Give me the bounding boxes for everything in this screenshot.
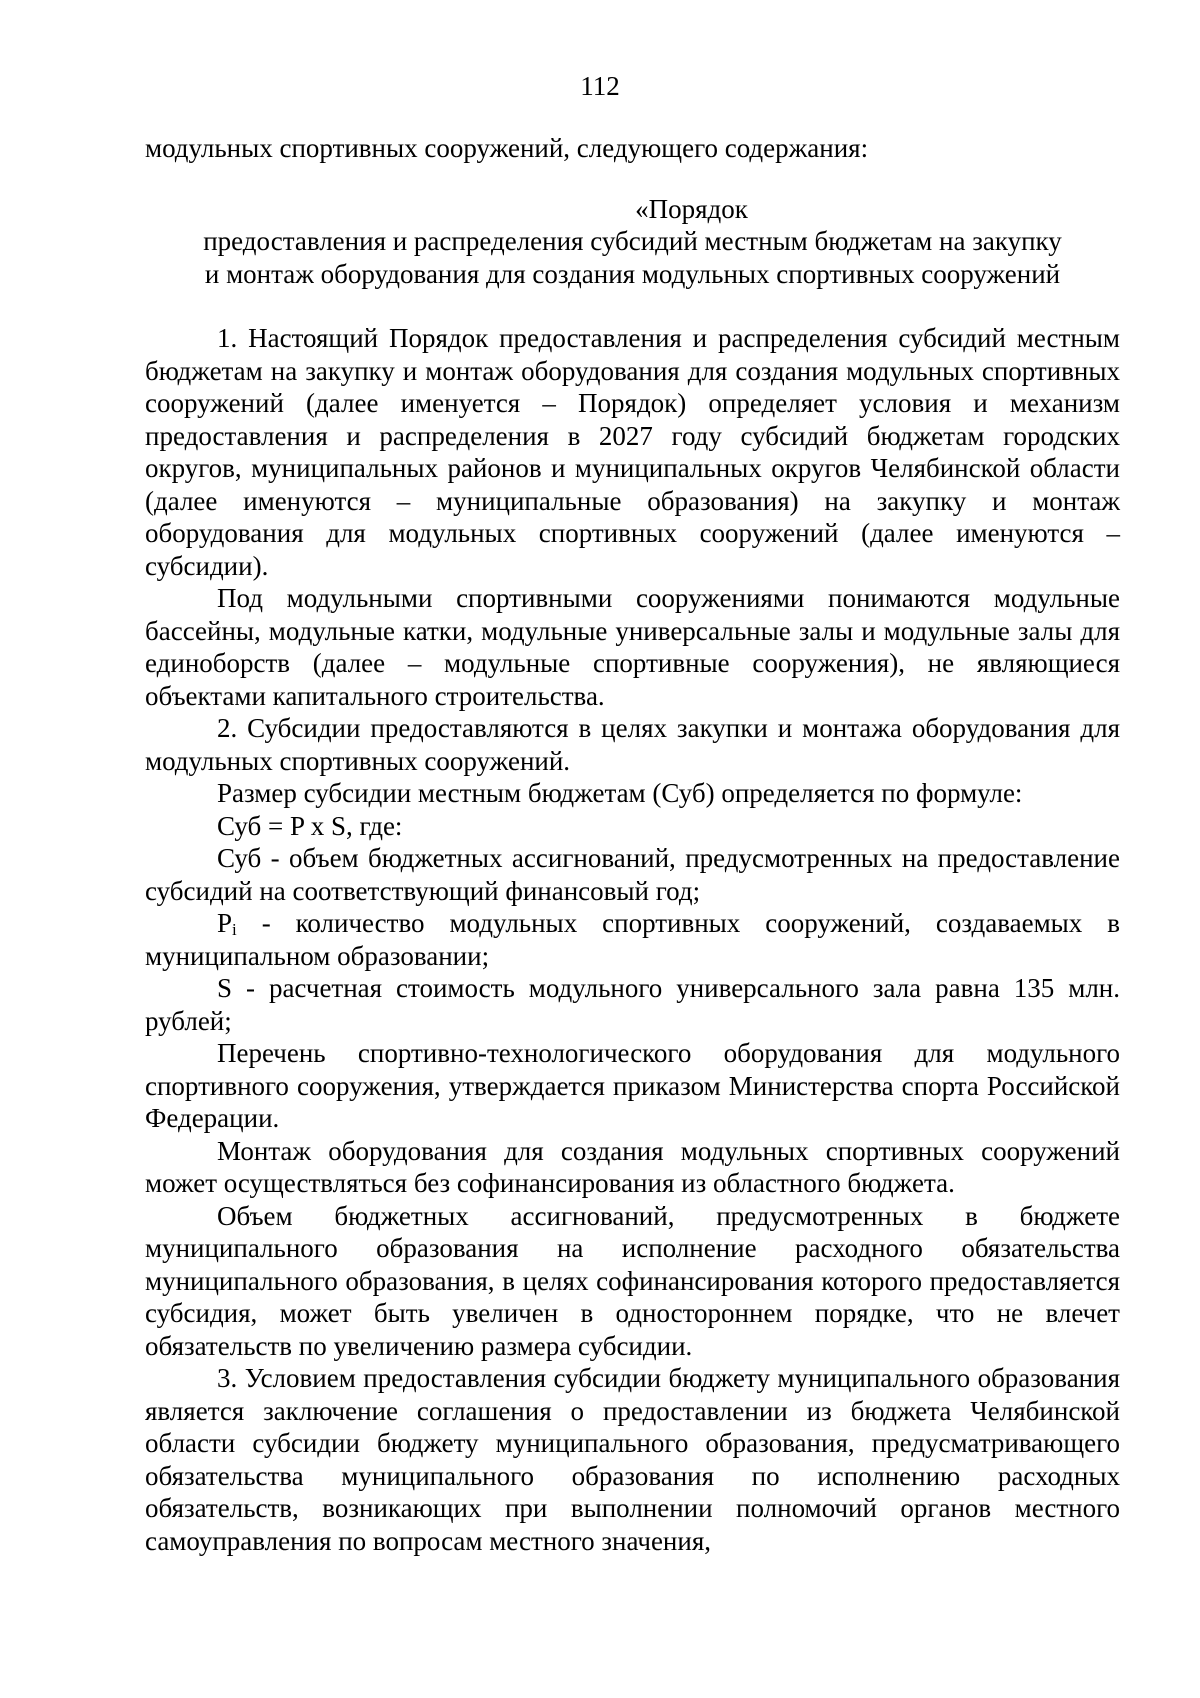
- title-heading: «Порядок: [635, 193, 748, 224]
- document-body: [145, 132, 1120, 1557]
- formula-line: Суб = P x S, где:: [217, 810, 403, 841]
- paragraph-12: 3. Условием предоставления субсидии бюджету муниципального образования является заключение соглашения о предоставлении из бюджета Челябинской области субсидии бюджету муниципального образования, предусматривающего обязательства муниципального образования по исполнению расходных обязательств, возникающих при выполнении полномочий органов местного самоуправления по вопросам местного значения,: [145, 1363, 1120, 1556]
- p-symbol: P: [217, 908, 233, 938]
- title-line-3: и монтаж оборудования для создания модульных спортивных сооружений: [204, 258, 1061, 289]
- p-definition-text: - количество модульных спортивных сооружений, создаваемых в муниципальном образовании;: [145, 908, 1120, 971]
- paragraph-2: Под модульными спортивными сооружениями понимаются модульные бассейны, модульные катки, модульные универсальные залы и модульные залы для единоборств (далее – модульные спортивные сооружения), не являющиеся объектами капитального строительства.: [145, 583, 1120, 711]
- paragraph-3: 2. Субсидии предоставляются в целях закупки и монтажа оборудования для модульных спортивных сооружений.: [145, 713, 1120, 776]
- section-title: [145, 193, 1120, 291]
- title-line-2: предоставления и распределения субсидий местным бюджетам на закупку: [203, 226, 1062, 256]
- paragraph-sub-definition: Суб - объем бюджетных ассигнований, предусмотренных на предоставление субсидий на соответствующий финансовый год;: [145, 843, 1120, 906]
- paragraph-s-definition: S - расчетная стоимость модульного универсального зала равна 135 млн. рублей;: [145, 973, 1120, 1036]
- paragraph-4: Размер субсидии местным бюджетам (Суб) определяется по формуле:: [217, 778, 1023, 808]
- paragraph-1: 1. Настоящий Порядок предоставления и распределения субсидий местным бюджетам на закупку и монтаж оборудования для создания модульных спортивных сооружений (далее именуется – Порядок) определяет условия и механизм предоставления и распределения в 2027 году субсидий бюджетам городских округов, муниципальных районов и муниципальных округов Челябинской области (далее именуются – муниципальные образования) на закупку и монтаж оборудования для модульных спортивных сооружений (далее именуются – субсидии).: [145, 323, 1120, 581]
- paragraph-9: Перечень спортивно-технологического оборудования для модульного спортивного сооружения, утверждается приказом Министерства спорта Российской Федерации.: [145, 1038, 1120, 1133]
- p-subscript: i: [232, 920, 237, 939]
- paragraph-11: Объем бюджетных ассигнований, предусмотренных в бюджете муниципального образования на исполнение расходного обязательства муниципального образования, в целях софинансирования которого предоставляется субсидия, может быть увеличен в одностороннем порядке, что не влечет обязательств по увеличению размера субсидии.: [145, 1200, 1120, 1361]
- paragraph-10: Монтаж оборудования для создания модульных спортивных сооружений может осуществляться без софинансирования из областного бюджета.: [145, 1135, 1120, 1198]
- page-number: 112: [580, 71, 620, 101]
- intro-line: модульных спортивных сооружений, следующего содержания:: [145, 133, 869, 163]
- paragraph-p-definition: [145, 907, 1120, 972]
